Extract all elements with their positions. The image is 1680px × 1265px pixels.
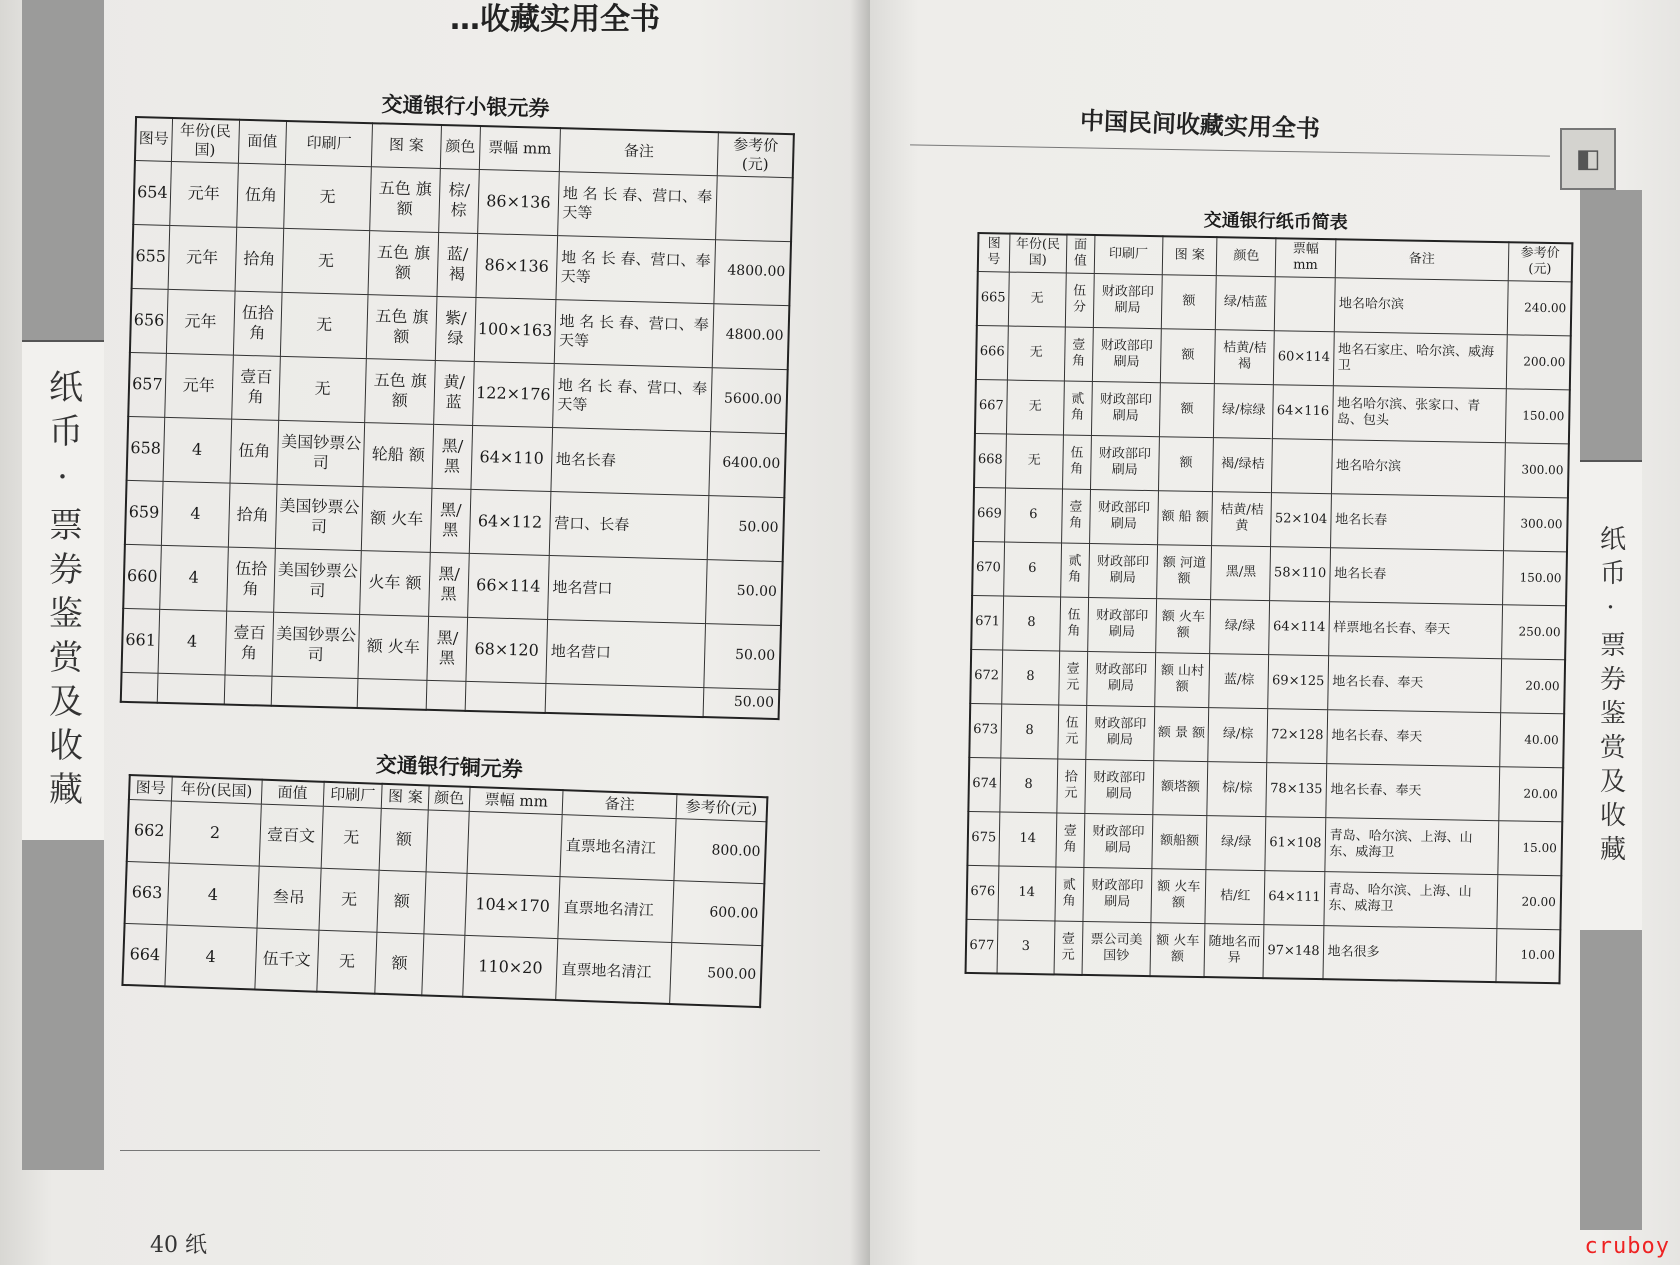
- table-cell: 300.00: [1504, 442, 1568, 497]
- table-cell: 美国钞票公司: [275, 484, 363, 550]
- table-cell: 4800.00: [714, 239, 791, 305]
- table-cell: 票公司美国钞: [1082, 921, 1151, 976]
- table-cell: 壹元: [1059, 650, 1088, 704]
- column-header: 备注: [559, 128, 719, 175]
- table-cell: 财政部印刷局: [1083, 867, 1152, 922]
- table-cell: 667: [975, 379, 1007, 434]
- table-cell: 额: [1159, 382, 1214, 437]
- side-band-top: [1580, 190, 1642, 460]
- table-cell: 营口、长春: [549, 491, 709, 559]
- table-cell: 财政部印刷局: [1090, 435, 1159, 490]
- side-label-text: 纸币·票券鉴赏及收藏: [1595, 525, 1626, 869]
- table-cell: 壹角: [1056, 812, 1085, 866]
- table-cell: 地名营口: [547, 555, 707, 623]
- side-band-bottom: [22, 840, 104, 1170]
- table-cell: 桔黄/桔褐: [1215, 329, 1275, 384]
- column-header: 票幅 mm: [1276, 238, 1336, 277]
- table-cell: 额: [1161, 274, 1216, 329]
- column-header: 面值: [1066, 235, 1095, 273]
- table-cell: 壹百角: [225, 611, 274, 676]
- data-table: [965, 232, 1574, 984]
- table-cell: 额船额: [1152, 814, 1207, 869]
- table-cell: 蓝/棕: [1209, 653, 1269, 708]
- table-cell: 659: [125, 480, 163, 545]
- table-cell: 桔黄/桔黄: [1212, 491, 1272, 546]
- table-cell: 壹角: [1061, 489, 1090, 543]
- table-cell: 元年: [169, 161, 238, 227]
- table-cell: 绿/绿: [1206, 815, 1266, 870]
- table-cell: 无: [1006, 380, 1064, 435]
- running-title: …收藏实用全书: [450, 2, 660, 37]
- table-cell: 伍角: [230, 419, 279, 484]
- table-cell: 额: [375, 932, 424, 996]
- data-table: [121, 774, 768, 1008]
- table-cell: 地名长春: [551, 427, 711, 495]
- side-label: [22, 340, 104, 844]
- table-cell: 伍角: [1062, 435, 1091, 489]
- table-cell: 壹百文: [259, 804, 323, 868]
- table-cell: 无: [282, 228, 370, 294]
- table-cell: 额 火车 额: [1151, 868, 1206, 923]
- table-cell: 伍角: [1059, 596, 1088, 650]
- table-cell: 64×112: [469, 489, 550, 555]
- column-header: 图号: [129, 775, 172, 801]
- column-header: 年份(民国): [171, 776, 262, 803]
- table-cell: 黑/黑: [430, 488, 471, 553]
- table-cell: 671: [971, 595, 1003, 650]
- table-cell: 紫/绿: [435, 296, 476, 361]
- watermark-text: cruboy: [1584, 1234, 1670, 1259]
- table-cell: 绿/棕绿: [1214, 383, 1274, 438]
- table-cell: 20.00: [1497, 874, 1561, 929]
- table-cell: 10.00: [1496, 928, 1560, 983]
- column-header: 年份(民国): [171, 118, 239, 163]
- table-cell: 伍分: [1065, 273, 1094, 327]
- table-cell: 青岛、哈尔滨、上海、山东、威海卫: [1325, 817, 1499, 874]
- table-cell: 青岛、哈尔滨、上海、山东、威海卫: [1324, 871, 1498, 928]
- table-cell: 地名长春: [1330, 493, 1504, 550]
- table-cell: 97×148: [1263, 924, 1323, 979]
- table-cell: 2: [169, 801, 261, 866]
- table-cell: 额 火车: [362, 486, 432, 552]
- table-cell: 蓝/褐: [437, 232, 478, 297]
- table-cell: 地名哈尔滨: [1331, 439, 1505, 496]
- table-cell: 20.00: [1501, 658, 1565, 713]
- table-cell: 50.00: [708, 495, 785, 561]
- table-cell: 美国钞票公司: [277, 420, 365, 486]
- table-cell: 673: [969, 703, 1001, 758]
- table-cell: 地名长春、奉天: [1325, 763, 1499, 820]
- table-cell: 69×125: [1268, 654, 1328, 709]
- table-cell: 额 火车 额: [1150, 922, 1205, 977]
- table-cell: 额 河道 额: [1157, 544, 1212, 599]
- table-cell: 500.00: [670, 942, 763, 1007]
- table-cell: [121, 672, 158, 703]
- table-cell: 额塔额: [1153, 760, 1208, 815]
- table-cell: 样票地名长春、奉天: [1328, 601, 1502, 658]
- column-header: 面值: [238, 120, 286, 164]
- table-cell: 轮船 额: [363, 422, 433, 488]
- table-cell: 3: [997, 919, 1055, 974]
- table-cell: 122×176: [473, 361, 554, 427]
- table-cell: 直票地名清江: [558, 876, 674, 942]
- table-cell: 黑/黑: [432, 424, 473, 489]
- table-cell: 64×110: [471, 425, 552, 491]
- table-cell: 黑/黑: [428, 552, 469, 617]
- table-cell: 8: [1001, 703, 1059, 758]
- table-cell: 668: [974, 433, 1006, 488]
- table-cell: 黑/黑: [427, 616, 468, 681]
- column-header: 图号: [978, 233, 1010, 272]
- column-header: 面值: [261, 780, 324, 806]
- table-cell: [424, 872, 467, 935]
- side-band-top: [22, 0, 104, 340]
- table-cell: 8: [1000, 757, 1058, 812]
- table-cell: 4800.00: [713, 303, 790, 369]
- table-cell: 壹元: [1054, 920, 1083, 974]
- table-cell: 600.00: [672, 880, 765, 945]
- table-cell: 675: [967, 811, 999, 866]
- table-cell: 地 名 长 春、营口、奉天等: [557, 171, 717, 239]
- table-cell: 660: [123, 544, 161, 609]
- table-cell: [465, 681, 545, 713]
- table-row: [966, 919, 1561, 983]
- table-cell: 地 名 长 春、营口、奉天等: [556, 235, 716, 303]
- table-cell: 伍角: [237, 163, 286, 228]
- table-cell: 地名长春、奉天: [1326, 709, 1500, 766]
- table-cell: 财政部印刷局: [1085, 759, 1154, 814]
- column-header: 参考价(元): [676, 794, 767, 821]
- table-cell: 655: [132, 224, 170, 289]
- table-cell: 元年: [164, 353, 233, 419]
- side-label-text: 纸币·票券鉴赏及收藏: [42, 369, 83, 815]
- footer-word: 纸: [185, 1233, 208, 1258]
- table-cell: 地名很多: [1323, 925, 1497, 982]
- table-cell: 地名哈尔滨: [1334, 277, 1508, 334]
- table-cell: 五色 旗 额: [368, 230, 438, 296]
- column-header: 印刷厂: [1094, 235, 1163, 274]
- table-cell: 绿/桔蓝: [1216, 275, 1276, 330]
- table-cell: [157, 673, 225, 705]
- table-cell: 额 山村 额: [1155, 652, 1210, 707]
- table-cell: 元年: [166, 289, 235, 355]
- table-cell: [1272, 438, 1332, 493]
- table-cell: 58×110: [1270, 546, 1330, 601]
- table-cell: 伍拾角: [233, 291, 282, 356]
- table-cell: 额: [1160, 328, 1215, 383]
- table-cell: 665: [977, 271, 1009, 326]
- table-cell: 86×136: [476, 233, 557, 299]
- table-cell: 拾角: [228, 483, 277, 548]
- table-cell: 150.00: [1505, 388, 1569, 443]
- table-cell: 财政部印刷局: [1089, 489, 1158, 544]
- table-cell: [271, 676, 358, 708]
- column-header: 参考价(元): [1508, 242, 1572, 281]
- table-cell: [422, 934, 465, 997]
- table-cell: 财政部印刷局: [1087, 597, 1156, 652]
- side-band-bottom: [1580, 930, 1642, 1230]
- table-cell: 64×114: [1269, 600, 1329, 655]
- table-cell: 52×104: [1271, 492, 1331, 547]
- table-cell: 6400.00: [709, 431, 786, 497]
- table-cell: 绿/绿: [1210, 599, 1270, 654]
- table-cell: 无: [321, 806, 382, 870]
- table-cell: 财政部印刷局: [1091, 381, 1160, 436]
- table-cell: 78×135: [1266, 762, 1326, 817]
- table-cell: 663: [125, 861, 169, 924]
- table-cell: 15.00: [1498, 820, 1562, 875]
- table-cell: 贰角: [1060, 543, 1089, 597]
- table-cell: 658: [127, 416, 165, 481]
- table-cell: [545, 683, 705, 717]
- column-header: 图号: [135, 117, 172, 161]
- table-cell: 五色 旗 额: [367, 294, 437, 360]
- table-cell: 66×114: [468, 553, 549, 619]
- table-cell: 财政部印刷局: [1092, 327, 1161, 382]
- table-cell: 伍拾角: [227, 547, 276, 612]
- page-number: [150, 1228, 207, 1259]
- table-cell: 地名哈尔滨、张家口、青岛、包头: [1332, 385, 1506, 442]
- table-title: 交通银行纸币简表: [1203, 209, 1348, 234]
- side-label: [1580, 460, 1642, 934]
- table-cell: 无: [319, 868, 380, 932]
- table-cell: 地名石家庄、哈尔滨、威海卫: [1333, 331, 1507, 388]
- table-cell: 美国钞票公司: [274, 548, 362, 614]
- column-header: 颜色: [440, 125, 481, 169]
- table-cell: 50.00: [704, 623, 781, 689]
- column-header: 票幅 mm: [469, 787, 563, 814]
- table-cell: 14: [998, 865, 1056, 920]
- table-cell: 86×136: [478, 169, 559, 235]
- table-cell: [467, 811, 562, 876]
- table-cell: 5600.00: [711, 367, 788, 433]
- table-cell: 额: [377, 870, 426, 934]
- table-cell: 随地名而异: [1204, 923, 1264, 978]
- right-page: [870, 0, 1680, 1265]
- table-cell: 额: [1158, 436, 1213, 491]
- footer-rule: [120, 1150, 820, 1151]
- column-header: 参考价(元): [718, 132, 794, 177]
- running-title: 中国民间收藏实用全书: [1079, 106, 1321, 144]
- table-cell: 40.00: [1500, 712, 1564, 767]
- table-cell: 无: [1007, 326, 1065, 381]
- table-cell: 无: [317, 930, 378, 994]
- table-cell: 贰角: [1063, 381, 1092, 435]
- table-cell: 伍元: [1058, 704, 1087, 758]
- table-cell: 104×170: [465, 873, 560, 938]
- table-cell: 元年: [168, 225, 237, 291]
- table-cell: 直票地名清江: [560, 814, 676, 880]
- table-cell: [1275, 276, 1335, 331]
- data-table: [120, 116, 795, 720]
- table-small-silver-notes: [120, 82, 796, 720]
- table-cell: [224, 675, 272, 706]
- table-cell: 14: [999, 811, 1057, 866]
- table-cell: 财政部印刷局: [1084, 813, 1153, 868]
- table-cell: 壹百角: [232, 355, 281, 420]
- table-cell: 财政部印刷局: [1088, 543, 1157, 598]
- table-cell: 50.00: [706, 559, 783, 625]
- table-cell: 黑/黑: [1211, 545, 1271, 600]
- table-cell: 72×128: [1267, 708, 1327, 763]
- table-cell: 棕/棕: [438, 168, 479, 233]
- table-cell: 677: [966, 919, 998, 974]
- table-cell: 叁吊: [257, 866, 321, 930]
- table-cell: 4: [163, 417, 232, 483]
- table-cell: 五色 旗 额: [365, 358, 435, 424]
- column-header: 图 案: [372, 123, 442, 168]
- table-cell: 拾元: [1057, 758, 1086, 812]
- column-header: 图 案: [1162, 236, 1217, 275]
- table-cell: 地 名 长 春、营口、奉天等: [554, 299, 714, 367]
- table-cell: 654: [133, 160, 171, 225]
- table-cell: 五色 旗 额: [370, 166, 440, 232]
- table-cell: 棕/棕: [1207, 761, 1267, 816]
- table-cell: 8: [1001, 649, 1059, 704]
- column-header: 备注: [562, 790, 676, 818]
- table-cell: 火车 额: [360, 550, 430, 616]
- table-cell: 地名长春: [1329, 547, 1503, 604]
- column-header: 年份(民国): [1009, 234, 1067, 273]
- table-cell: 20.00: [1499, 766, 1563, 821]
- table-cell: 656: [130, 288, 168, 353]
- table-cell: 6: [1003, 542, 1061, 597]
- table-cell: 黄/蓝: [433, 360, 474, 425]
- table-cell: 褐/绿桔: [1213, 437, 1273, 492]
- table-cell: 无: [1005, 434, 1063, 489]
- table-copper-notes: [121, 740, 769, 1008]
- table-cell: 桔/红: [1205, 869, 1265, 924]
- table-cell: 68×120: [466, 617, 547, 683]
- table-cell: 8: [1002, 596, 1060, 651]
- table-cell: 250.00: [1502, 604, 1566, 659]
- table-cell: 无: [1008, 272, 1066, 327]
- table-cell: 直票地名清江: [556, 938, 672, 1004]
- table-cell: 64×111: [1264, 870, 1324, 925]
- table-cell: 额: [380, 808, 429, 872]
- table-cell: 绿/棕: [1208, 707, 1268, 762]
- table-cell: 110×20: [463, 935, 558, 1000]
- table-cell: 666: [976, 325, 1008, 380]
- table-cell: 壹角: [1064, 327, 1093, 381]
- table-cell: 贰角: [1055, 866, 1084, 920]
- table-cell: 669: [973, 487, 1005, 542]
- table-cell: 4: [161, 481, 230, 547]
- table-cell: 额 火车: [358, 614, 428, 680]
- column-header: 印刷厂: [285, 121, 372, 166]
- table-cell: 额 景 额: [1154, 706, 1209, 761]
- table-cell: 661: [122, 608, 160, 673]
- table-cell: 100×163: [474, 297, 555, 363]
- table-cell: 额 船 额: [1157, 490, 1212, 545]
- table-cell: [426, 810, 469, 873]
- chapter-badge-icon: ◧: [1560, 128, 1616, 190]
- table-cell: 150.00: [1502, 550, 1566, 605]
- table-bank-notes: [965, 202, 1574, 984]
- table-cell: 无: [279, 356, 367, 422]
- table-cell: 664: [122, 923, 166, 986]
- table-cell: 4: [165, 925, 257, 990]
- table-cell: 4: [159, 545, 228, 611]
- table-cell: [716, 175, 793, 241]
- table-cell: 240.00: [1507, 280, 1571, 335]
- table-cell: 670: [972, 541, 1004, 596]
- table-cell: 657: [128, 352, 166, 417]
- table-cell: 50.00: [703, 687, 779, 719]
- column-header: 备注: [1335, 239, 1509, 280]
- table-cell: 61×108: [1265, 816, 1325, 871]
- table-cell: [357, 678, 426, 710]
- table-title: 交通银行小银元券: [381, 92, 550, 121]
- table-cell: 64×116: [1273, 384, 1333, 439]
- table-title: 交通银行铜元券: [375, 752, 524, 782]
- table-cell: 无: [284, 164, 372, 230]
- table-cell: 额 火车 额: [1156, 598, 1211, 653]
- table-cell: 拾角: [235, 227, 284, 292]
- table-cell: 财政部印刷局: [1093, 273, 1162, 328]
- table-cell: 674: [968, 757, 1000, 812]
- table-cell: 地名长春、奉天: [1327, 655, 1501, 712]
- column-header: 颜色: [1217, 237, 1277, 276]
- page-number-value: 40: [150, 1233, 178, 1258]
- table-cell: 60×114: [1274, 330, 1334, 385]
- column-header: 颜色: [428, 785, 470, 811]
- table-cell: 地 名 长 春、营口、奉天等: [552, 363, 712, 431]
- table-cell: [426, 680, 466, 711]
- table-cell: 300.00: [1503, 496, 1567, 551]
- table-cell: 无: [280, 292, 368, 358]
- header-rule: [910, 144, 1550, 156]
- column-header: 印刷厂: [323, 782, 382, 808]
- table-cell: 6: [1004, 488, 1062, 543]
- table-cell: 4: [158, 609, 227, 675]
- table-cell: 800.00: [674, 818, 767, 883]
- column-header: 图 案: [382, 784, 429, 810]
- column-header: 票幅 mm: [479, 126, 560, 171]
- table-cell: 200.00: [1506, 334, 1570, 389]
- table-cell: 4: [167, 863, 259, 928]
- table-cell: 676: [966, 865, 998, 920]
- table-cell: 662: [127, 799, 171, 862]
- table-cell: 672: [970, 649, 1002, 704]
- table-cell: 美国钞票公司: [272, 612, 360, 678]
- table-cell: 地名营口: [546, 619, 706, 687]
- table-cell: 伍千文: [255, 928, 319, 992]
- table-cell: 财政部印刷局: [1087, 651, 1156, 706]
- table-cell: 财政部印刷局: [1086, 705, 1155, 760]
